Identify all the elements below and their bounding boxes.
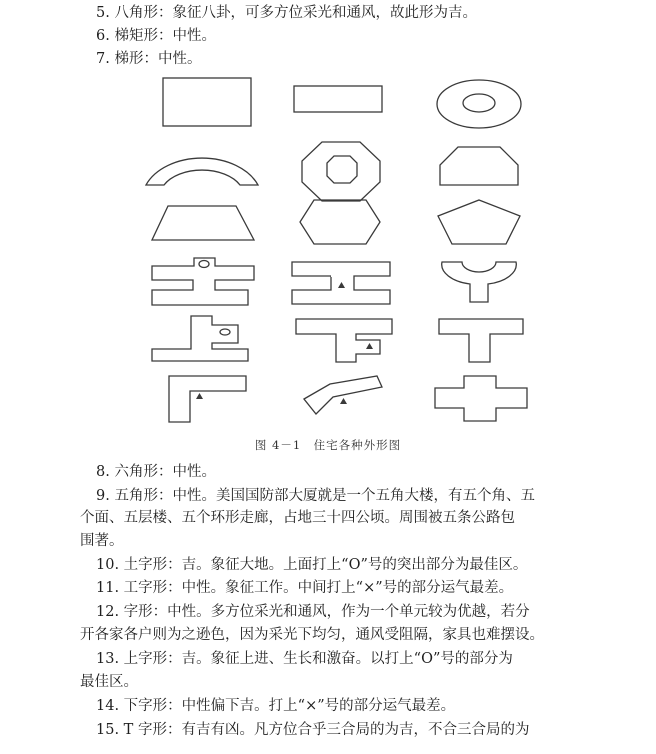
paragraph-line: 个面、五层楼、五个环形走廊，占地三十四公顷。周围被五条公路包 [80, 510, 515, 526]
xia-shape [296, 319, 392, 362]
hexagon-shape [300, 200, 380, 244]
oblong-shape [294, 86, 382, 112]
t-shape [439, 319, 523, 362]
arch-shape [146, 158, 258, 185]
paragraph-line: 7. 梯形：中性。 [96, 51, 202, 67]
trapezoid-rectangle-shape [440, 147, 518, 185]
paragraph-line: 10. 土字形：吉。象征大地。上面打上“O”号的突出部分为最佳区。 [96, 557, 528, 573]
paragraph-line: 围著。 [80, 533, 124, 549]
paragraph-line: 12. 字形：中性。多方位采光和通风，作为一个单元较为优越，若分 [96, 604, 530, 620]
bent-shape [304, 376, 382, 414]
l-shape [169, 376, 246, 422]
paragraph-line: 8. 六角形：中性。 [96, 464, 216, 480]
shang-shape [152, 316, 248, 361]
paragraph-line: 15. T 字形：有吉有凶。凡方位合乎三合局的为吉，不合三合局的为 [96, 722, 530, 738]
gong-shape [292, 262, 390, 304]
u-shape [442, 262, 517, 302]
tu-shape [152, 258, 254, 305]
trapezoid-shape [152, 206, 254, 240]
cross-shape [435, 376, 527, 421]
paragraph-line: 9. 五角形：中性。美国国防部大厦就是一个五角大楼，有五个角、五 [96, 488, 535, 504]
paragraph-line: 11. 工字形：中性。象征工作。中间打上“×”号的部分运气最差。 [96, 580, 514, 596]
rectangle-shape [163, 78, 251, 126]
paragraph-line: 最佳区。 [80, 674, 138, 690]
octagon-shape [302, 142, 380, 201]
paragraph-line: 开各家各户则为之逊色，因为采光下均匀，通风受阻隔，家具也难摆设。 [80, 627, 544, 643]
pentagon-shape [438, 200, 520, 244]
paragraph-line: 6. 梯矩形：中性。 [96, 28, 216, 44]
figure-caption: 图 4－1 住宅各种外形图 [254, 438, 402, 452]
paragraph-line: 13. 上字形：吉。象征上进、生长和激奋。以打上“O”号的部分为 [96, 651, 513, 667]
paragraph-line: 5. 八角形：象征八卦，可多方位采光和通风，故此形为吉。 [96, 5, 477, 21]
paragraph-line: 14. 下字形：中性偏下吉。打上“×”号的部分运气最差。 [96, 698, 456, 714]
ring-shape [437, 80, 521, 128]
